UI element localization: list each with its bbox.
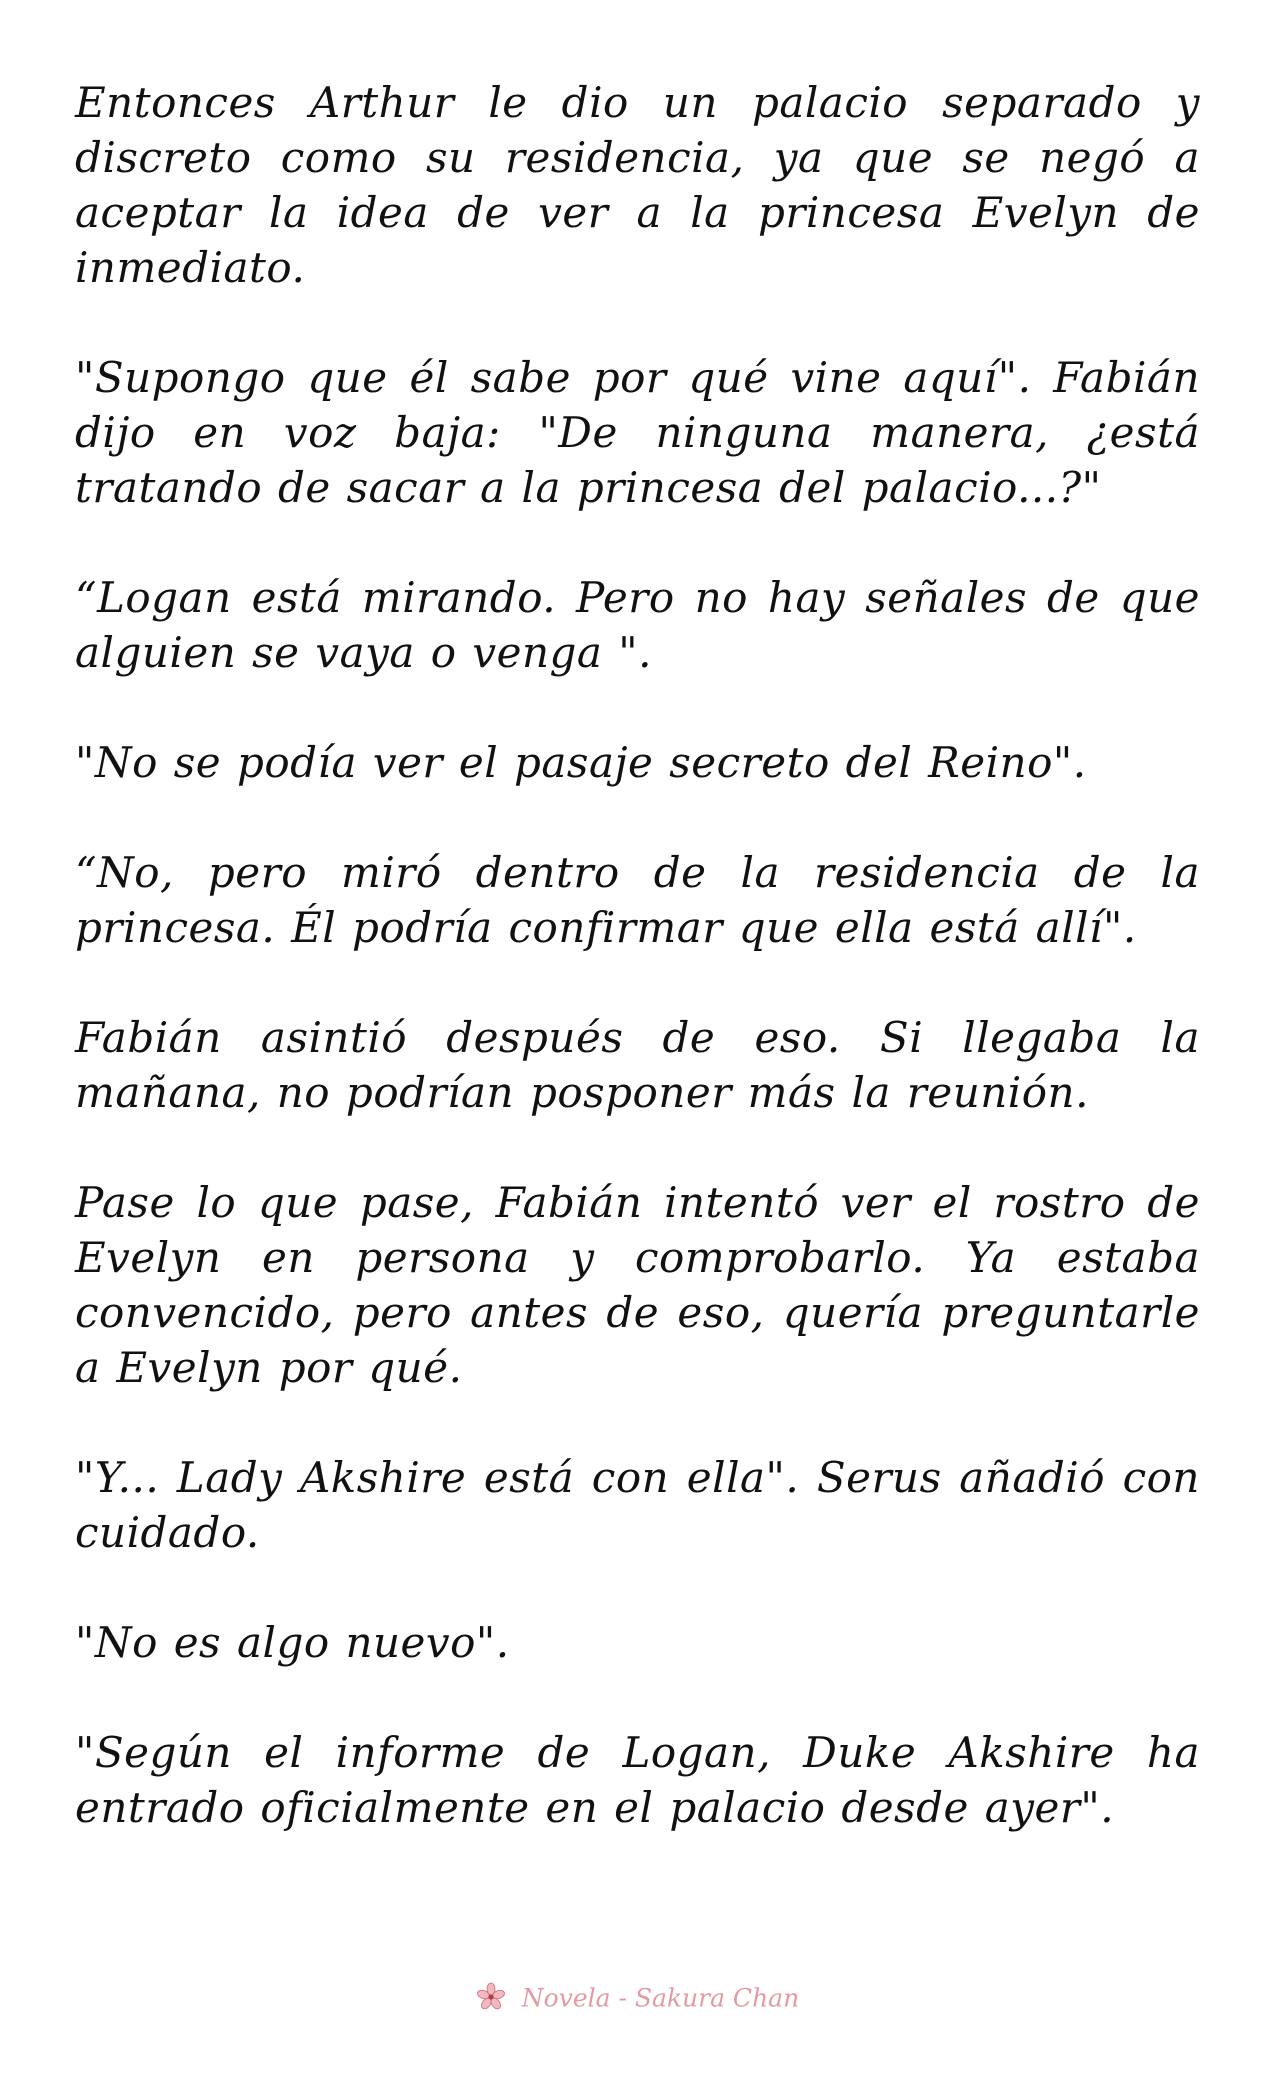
paragraph-7: Pase lo que pase, Fabián intentó ver el rostro de Evelyn en persona y comprobarlo. Ya estaba convencido, pero antes de eso, quería preguntarle a Evelyn por qué.: [75, 1178, 1200, 1392]
paragraph-8: "Y... Lady Akshire está con ella". Serus añadió con cuidado.: [75, 1453, 1200, 1557]
paragraph-10: "Según el informe de Logan, Duke Akshire ha entrado oficialmente en el palacio desde ayer".: [75, 1728, 1200, 1832]
paragraph-5: “No, pero miró dentro de la residencia de la princesa. Él podría confirmar que ella está allí".: [75, 848, 1200, 952]
paragraph-3: “Logan está mirando. Pero no hay señales de que alguien se vaya o venga ".: [75, 573, 1200, 677]
document-body: [75, 75, 1200, 1890]
watermark-text: Novela - Sakura Chan: [521, 1983, 800, 2013]
paragraph-9: "No es algo nuevo".: [75, 1618, 510, 1667]
paragraph-2: "Supongo que él sabe por qué vine aquí". Fabián dijo en voz baja: "De ninguna manera, ¿está tratando de sacar a la princesa del palacio...?": [75, 353, 1200, 512]
cherry-blossom-icon: [476, 1982, 506, 2018]
paragraph-6: Fabián asintió después de eso. Si llegaba la mañana, no podrían posponer más la reunión.: [75, 1013, 1200, 1117]
paragraph-1: Entonces Arthur le dio un palacio separado y discreto como su residencia, ya que se negó a aceptar la idea de ver a la princesa Evelyn de inmediato.: [75, 78, 1200, 292]
paragraph-4: "No se podía ver el pasaje secreto del Reino".: [75, 738, 1087, 787]
watermark: [0, 1982, 1275, 2018]
